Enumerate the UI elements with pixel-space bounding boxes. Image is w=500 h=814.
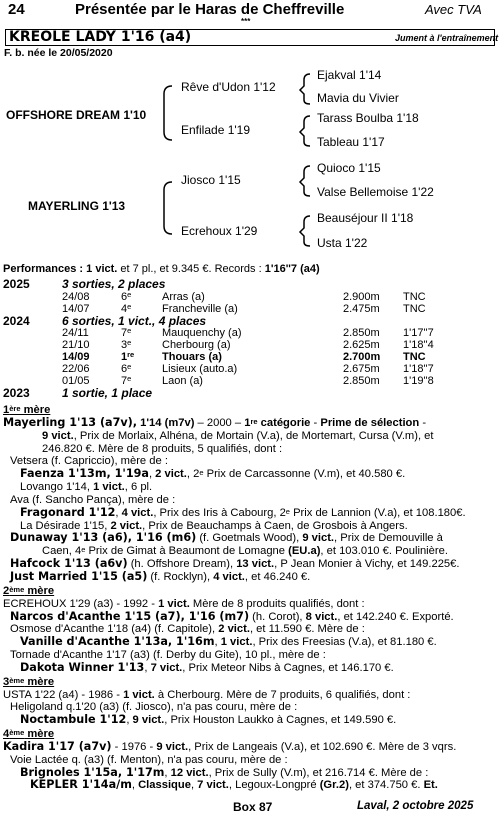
perf-row xyxy=(0,291,500,303)
perf-cell-dist: 2.900m xyxy=(343,291,380,303)
perf-cell-time: 1'17''7 xyxy=(403,327,434,339)
horse-birth: F. b. née le 20/05/2020 xyxy=(4,47,113,59)
perf-cell-place: 3e xyxy=(121,338,132,351)
perf-cell-dist: 2.475m xyxy=(343,303,380,315)
perf-cell-time: TNC xyxy=(403,291,426,303)
perf-cell-track: Thouars (a) xyxy=(162,351,222,363)
lot-number: 24 xyxy=(8,1,25,18)
perf-cell-dist: 2.625m xyxy=(343,339,380,351)
performances-wins: 1 vict. xyxy=(86,263,118,275)
year-2023-summary: 1 sortie, 1 place xyxy=(62,386,153,400)
sire: OFFSHORE DREAM 1'10 xyxy=(6,108,147,122)
sd-dam: Tableau 1'17 xyxy=(317,135,385,149)
perf-cell-place: 4e xyxy=(121,302,132,315)
perf-cell-track: Lisieux (auto.a) xyxy=(162,363,238,375)
perf-cell-time: TNC xyxy=(403,351,426,363)
mere-1-line-3: 246.820 €. Mère de 8 produits, 5 qualifiés, dont : xyxy=(42,442,283,455)
sire-dam: Enfilade 1'19 xyxy=(181,123,251,137)
perf-cell-track: Mauquenchy (a) xyxy=(162,327,242,339)
perf-cell-dist: 2.850m xyxy=(343,327,380,339)
perf-cell-time: 1'19''8 xyxy=(403,375,434,387)
dam-dam: Ecrehoux 1'29 xyxy=(181,224,258,238)
ds-sire: Quioco 1'15 xyxy=(317,161,381,175)
mere-2-line-2: Narcos d'Acanthe 1'15 (a7), 1'16 (m7) (h. Corot), 8 vict., et 142.240 €. Exporté. xyxy=(10,609,454,623)
perf-cell-date: 14/09 xyxy=(62,351,90,363)
perf-cell-time: TNC xyxy=(403,303,426,315)
perf-cell-date: 24/11 xyxy=(62,327,89,339)
year-2024-summary: 6 sorties, 1 vict., 4 places xyxy=(62,314,207,328)
mere-1-line-9: La Désirade 1'15, 2 vict., Prix de Beauchamps à Caen, de Grosbois à Angers. xyxy=(20,519,408,532)
box-number: Box 87 xyxy=(233,800,273,814)
mere-2-line-6: Dakota Winner 1'13, 7 vict., Prix Meteor Nibs à Cagnes, et 146.170 €. xyxy=(20,660,394,674)
perf-cell-track: Laon (a) xyxy=(162,375,203,387)
perf-row xyxy=(0,339,500,351)
mere-2-line-5: Tornade d'Acanthe 1'17 (a3) (f. Derby du Gite), 10 pl., mère de : xyxy=(10,649,326,662)
perf-cell-place-suffix: e xyxy=(127,338,132,347)
mere-2-line-3: Osmose d'Acanthe 1'18 (a4) (f. Capitole), 2 vict., et 11.590 €. Mère de : xyxy=(10,623,365,636)
perf-cell-date: 22/06 xyxy=(62,363,90,375)
mere-1-line-1: Mayerling 1'13 (a7v), 1'14 (m7v) – 2000 – 1re catégorie - Prime de sélection - xyxy=(3,415,427,429)
place-date: Laval, 2 octobre 2025 xyxy=(357,800,474,812)
stars: *** xyxy=(241,17,251,26)
perf-cell-place: 7e xyxy=(121,326,132,339)
year-2025-summary: 3 sorties, 2 places xyxy=(62,277,166,291)
perf-cell-place-suffix: e xyxy=(127,374,132,383)
mere-3-line-2: Heligoland q.1'20 (a3) (f. Jiosco), n'a pas couru, mère de : xyxy=(10,701,298,714)
mere-1-line-2: 9 vict., Prix de Morlaix, Alhéna, de Mortain (V.a), de Mortemart, Cursa (V.m), et xyxy=(42,429,434,442)
perf-cell-dist: 2.700m xyxy=(343,351,381,363)
perf-cell-date: 21/10 xyxy=(62,339,90,351)
performances-mid: et 7 pl., et 9.345 €. Records : xyxy=(117,263,265,275)
mere-2-line-4: Vanille d'Acanthe 1'13a, 1'16m, 1 vict., Prix des Freesias (V.a), et 81.180 €. xyxy=(20,635,437,649)
section-1ere-mere: 1ère mère xyxy=(3,404,51,416)
horse-status: Jument à l'entraînement xyxy=(395,33,499,43)
perf-cell-dist: 2.675m xyxy=(343,363,380,375)
year-2025: 2025 xyxy=(3,277,30,291)
perf-cell-place: 7e xyxy=(121,374,132,387)
mere-4-line-2: Voie Lactée q. (a3) (f. Menton), n'a pas couru, mère de : xyxy=(10,753,288,766)
dd-dam: Usta 1'22 xyxy=(317,236,368,250)
horse-name: KREOLE LADY 1'16 (a4) xyxy=(9,29,192,45)
mere-1-line-7: Ava (f. Sancho Pança), mère de : xyxy=(10,493,176,506)
mere-2-line-1: ECREHOUX 1'29 (a3) - 1992 - 1 vict. Mère de 8 produits qualifiés, dont : xyxy=(3,597,365,610)
perf-cell-dist: 2.850m xyxy=(343,375,380,387)
perf-cell-place: 6e xyxy=(121,290,132,303)
perf-cell-time: 1'18''7 xyxy=(403,363,434,375)
perf-cell-date: 14/07 xyxy=(62,303,90,315)
year-2024: 2024 xyxy=(3,314,30,328)
page-title: Présentée par le Haras de Cheffreville xyxy=(75,1,345,18)
ss-dam: Mavia du Vivier xyxy=(317,91,399,105)
mere-3-line-1: USTA 1'22 (a4) - 1986 - 1 vict. à Cherbourg. Mère de 7 produits, 6 qualifiés, dont : xyxy=(3,688,411,701)
maternal-family xyxy=(0,404,500,792)
perf-cell-track: Cherbourg (a) xyxy=(162,339,231,351)
sire-sire: Rêve d'Udon 1'12 xyxy=(181,80,276,94)
mere-1-line-11: Caen, 4e Prix de Gimat à Beaumont de Lomagne (EU.a), et 103.010 €. Poulinière. xyxy=(42,545,448,558)
perf-cell-track: Arras (a) xyxy=(162,291,205,303)
performances-summary xyxy=(3,263,320,275)
ds-dam: Valse Bellemoise 1'22 xyxy=(317,185,434,199)
section-3eme-mere: 3ème mère xyxy=(3,675,55,688)
mere-1-line-8: Fragonard 1'12, 4 vict., Prix des Iris à Cabourg, 2e Prix de Lannion (V.a), et 108.180€. xyxy=(20,505,466,519)
perf-cell-place-suffix: e xyxy=(127,302,132,311)
year-2023: 2023 xyxy=(3,386,30,400)
mere-3-line-3: Noctambule 1'12, 9 vict., Prix Houston Laukko à Cagnes, et 149.590 €. xyxy=(20,713,397,727)
perf-row xyxy=(0,327,500,339)
performances-records: 1'16''7 (a4) xyxy=(264,263,320,275)
perf-cell-place: 1re xyxy=(121,350,135,363)
dd-sire: Beauséjour II 1'18 xyxy=(317,211,414,225)
mere-1-line-10: Dunaway 1'13 (a6), 1'16 (m6) (f. Goetmals Wood), 9 vict., Prix de Demouville à xyxy=(10,531,443,545)
section-2eme-mere: 2ème mère xyxy=(3,584,55,597)
section-4eme-mere: 4ème mère xyxy=(3,728,55,741)
perf-cell-date: 01/05 xyxy=(62,375,90,387)
perf-cell-track: Francheville (a) xyxy=(162,303,238,315)
mere-1-line-12: Hafcock 1'13 (a6v) (h. Offshore Dream), 13 vict., P Jean Monier à Vichy, et 149.225€. xyxy=(10,557,460,571)
dam: MAYERLING 1'13 xyxy=(28,199,126,213)
perf-cell-place-suffix: e xyxy=(127,326,132,335)
mere-1-line-6: Lovango 1'14, 1 vict., 6 pl. xyxy=(20,481,153,494)
mere-1-line-4: Vetsera (f. Capriccio), mère de : xyxy=(10,455,168,468)
performances-label: Performances : xyxy=(3,263,87,275)
perf-cell-place: 6e xyxy=(121,362,132,375)
perf-cell-place-suffix: e xyxy=(127,362,132,371)
tva-label: Avec TVA xyxy=(425,2,482,17)
perf-cell-place-suffix: re xyxy=(127,350,135,359)
perf-row xyxy=(0,351,500,363)
mere-1-line-13: Just Married 1'15 (a5) (f. Rocklyn), 4 vict., et 46.240 €. xyxy=(10,569,311,583)
mere-1-line-5: Faenza 1'13m, 1'19a, 2 vict., 2e Prix de Carcassonne (V.m), et 40.580 €. xyxy=(20,467,406,481)
pedigree-brackets xyxy=(0,60,500,260)
sd-sire: Tarass Boulba 1'18 xyxy=(317,111,419,125)
perf-cell-date: 24/08 xyxy=(62,291,90,303)
mere-4-line-4: KEPLER 1'14a/m, Classique, 7 vict., Legoux-Longpré (Gr.2), et 374.750 €. Et. xyxy=(30,778,438,792)
perf-row xyxy=(0,363,500,375)
ss-sire: Ejakval 1'14 xyxy=(317,68,382,82)
perf-cell-time: 1'18''4 xyxy=(403,339,434,351)
perf-cell-place-suffix: e xyxy=(127,290,132,299)
mere-4-line-1: Kadira 1'17 (a7v) - 1976 - 9 vict., Prix de Langeais (V.a), et 102.690 €. Mère de 3 vqrs. xyxy=(3,739,457,753)
dam-sire: Jiosco 1'15 xyxy=(181,173,241,187)
mere-4-line-3: Brignoles 1'15a, 1'17m, 12 vict., Prix de Sully (V.m), et 216.714 €. Mère de : xyxy=(20,765,429,779)
